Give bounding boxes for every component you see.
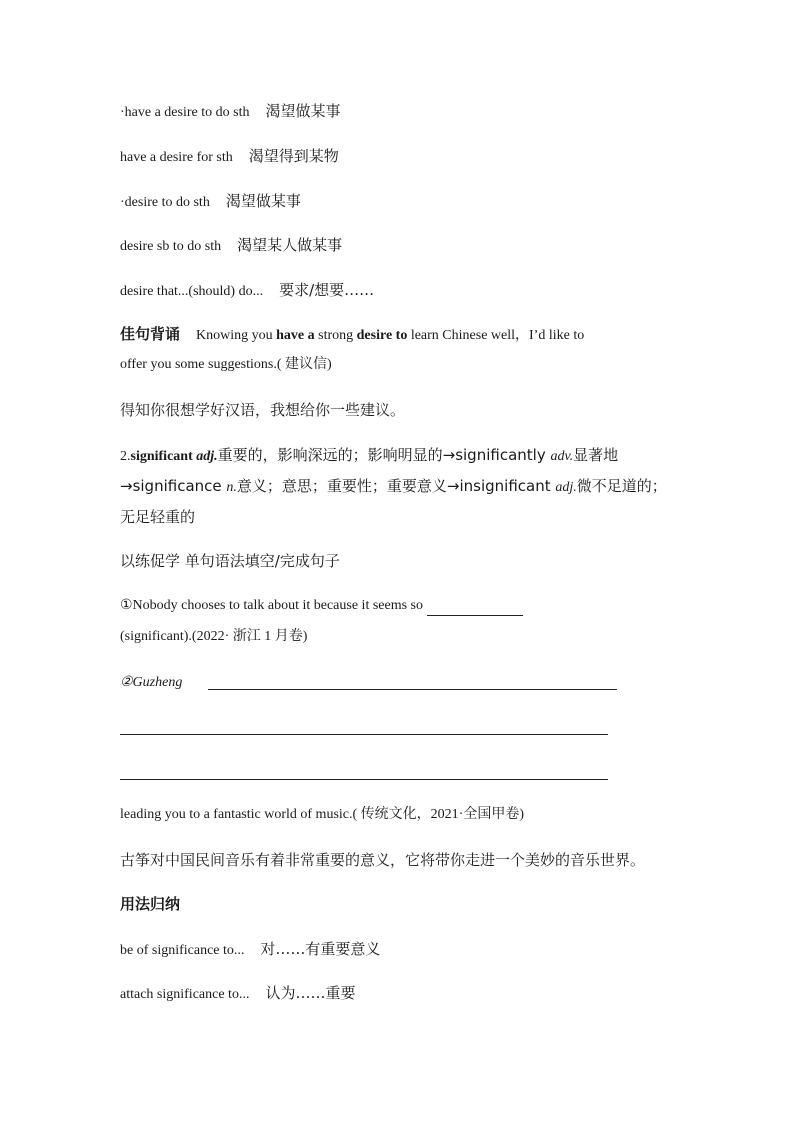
answer-line[interactable] [120, 734, 608, 735]
part-of-speech: adj. [555, 480, 577, 495]
vocab-entry-line-1: 2.significant adj.重要的，影响深远的；影响明显的→significantly adv.显著地 [120, 446, 619, 464]
answer-line[interactable] [120, 779, 608, 780]
phrase-zh: 渴望做某事 [225, 192, 301, 210]
phrase-line [120, 280, 374, 302]
usage-item: attach significance to... 认为……重要 [120, 984, 356, 1002]
part-of-speech: adv. [550, 449, 574, 464]
recite-translation: 得知你很想学好汉语，我想给你一些建议。 [120, 401, 406, 419]
answer-line[interactable] [208, 689, 617, 690]
phrase-line [120, 191, 301, 213]
vocab-entry-line-2: →significance n.意义；意思；重要性；重要意义→insignificant adj.微不足道的； [120, 477, 667, 495]
phrase-en: have a desire for sth [120, 150, 233, 165]
question-1-line-1: ①Nobody chooses to talk about it because it seems so [120, 596, 523, 616]
phrase-en: ·have a desire to do sth [120, 105, 250, 120]
phrase-zh: 要求/想要…… [279, 281, 375, 299]
recite-keyword: desire to [356, 328, 408, 343]
practice-heading: 以练促学 单句语法填空/完成句子 [120, 552, 340, 570]
recite-segment: Knowing you [196, 328, 277, 343]
vocab-word: significant [130, 449, 193, 464]
phrase-zh: 渴望得到某物 [248, 147, 339, 165]
usage-heading: 用法归纳 [120, 895, 181, 913]
recite-sentence-line-2: offer you some suggestions.( 建议信) [120, 357, 332, 372]
phrase-en: ·desire to do sth [120, 195, 210, 210]
phrase-line [120, 101, 340, 123]
usage-item: be of significance to... 对……有重要意义 [120, 940, 381, 958]
answer-blank[interactable] [427, 599, 523, 616]
recite-segment: strong [314, 328, 357, 343]
phrase-zh: 渴望某人做某事 [237, 236, 343, 254]
phrase-en: desire that...(should) do... [120, 284, 264, 299]
question-1-line-2: (significant).(2022· 浙江 1 月卷) [120, 629, 308, 644]
question-2-translation: 古筝对中国民间音乐有着非常重要的意义，它将带你走进一个美妙的音乐世界。 [120, 851, 646, 869]
part-of-speech: adj. [196, 449, 218, 464]
phrase-en: desire sb to do sth [120, 239, 222, 254]
question-2-end: leading you to a fantastic world of music.( 传统文化，2021·全国甲卷) [120, 807, 524, 822]
phrase-zh: 渴望做某事 [265, 102, 341, 120]
recite-sentence-line-1 [120, 324, 584, 346]
vocab-entry-line-3: 无足轻重的 [120, 508, 196, 526]
recite-segment: learn Chinese well，I’d like to [407, 328, 585, 343]
recite-label: 佳句背诵 [120, 325, 181, 343]
recite-keyword: have a [276, 328, 315, 343]
phrase-line [120, 235, 342, 257]
phrase-line [120, 146, 339, 168]
question-2-line-1: ②Guzheng [120, 675, 183, 690]
part-of-speech: n. [226, 480, 237, 495]
